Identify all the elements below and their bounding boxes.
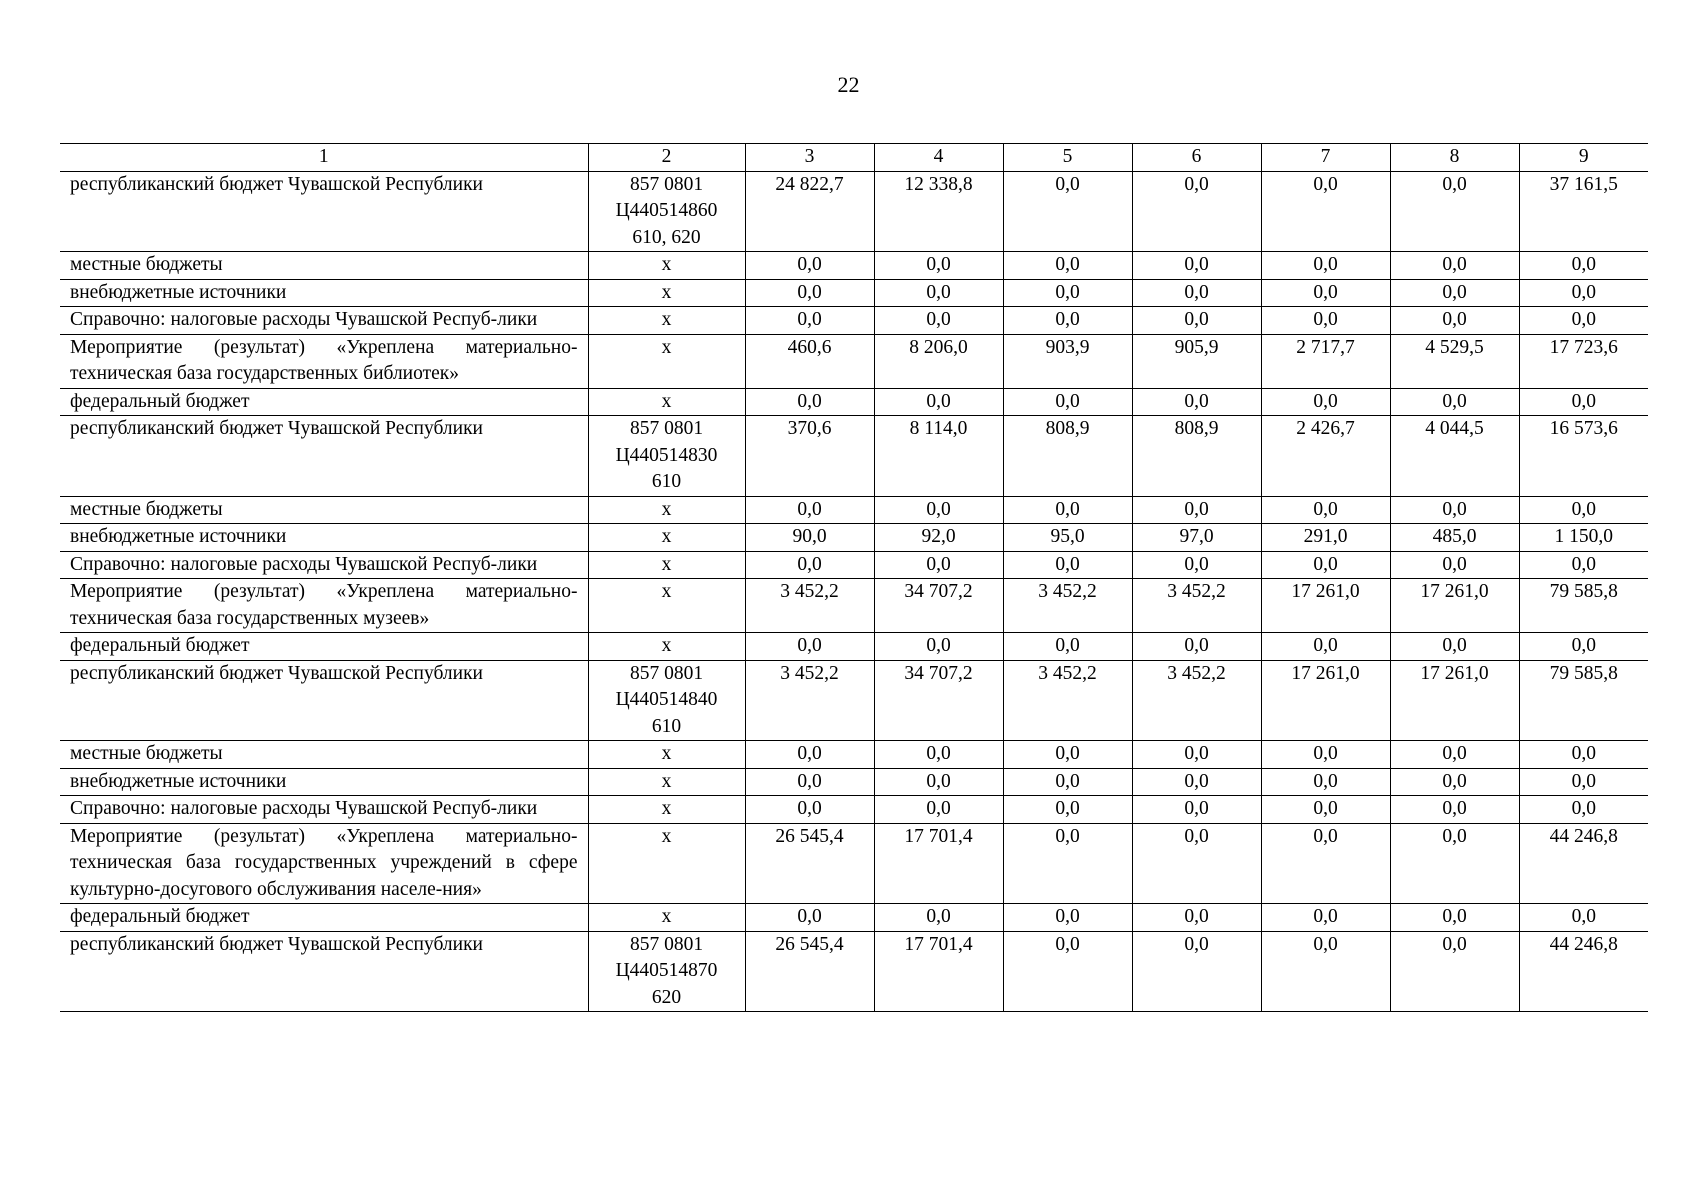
table-row bbox=[60, 768, 1648, 796]
value-cell-col-8: 0,0 bbox=[1390, 931, 1519, 1012]
value-cell-col-7: 0,0 bbox=[1261, 741, 1390, 769]
page-number: 22 bbox=[837, 72, 860, 97]
budget-code-line: Ц440514870 bbox=[615, 960, 718, 981]
value-cell-col-8: 0,0 bbox=[1390, 904, 1519, 932]
row-name-cell: федеральный бюджет bbox=[60, 904, 588, 932]
value-cell-col-5: 0,0 bbox=[1003, 823, 1132, 904]
row-name-cell: внебюджетные источники bbox=[60, 524, 588, 552]
value-cell-col-7: 0,0 bbox=[1261, 823, 1390, 904]
row-name-cell: внебюджетные источники bbox=[60, 768, 588, 796]
value-cell-col-9: 0,0 bbox=[1519, 796, 1648, 824]
table-row bbox=[60, 633, 1648, 661]
budget-code-cell bbox=[588, 633, 745, 661]
column-header: 8 bbox=[1390, 144, 1519, 172]
value-cell-col-4: 34 707,2 bbox=[874, 579, 1003, 633]
value-cell-col-3: 0,0 bbox=[745, 741, 874, 769]
table-row bbox=[60, 496, 1648, 524]
value-cell-col-8: 0,0 bbox=[1390, 551, 1519, 579]
value-cell-col-3: 0,0 bbox=[745, 633, 874, 661]
budget-code-cell bbox=[588, 768, 745, 796]
budget-code-line: 610, 620 bbox=[632, 226, 701, 248]
budget-code-line: х bbox=[661, 390, 672, 412]
value-cell-col-8: 0,0 bbox=[1390, 796, 1519, 824]
value-cell-col-3: 0,0 bbox=[745, 279, 874, 307]
value-cell-col-3: 0,0 bbox=[745, 496, 874, 524]
column-header: 2 bbox=[588, 144, 745, 172]
value-cell-col-7: 0,0 bbox=[1261, 931, 1390, 1012]
budget-code-line: х bbox=[661, 798, 672, 819]
value-cell-col-7: 0,0 bbox=[1261, 307, 1390, 335]
value-cell-col-9: 79 585,8 bbox=[1519, 660, 1648, 741]
value-cell-col-3: 0,0 bbox=[745, 388, 874, 416]
value-cell-col-4: 0,0 bbox=[874, 904, 1003, 932]
budget-code-line: х bbox=[661, 743, 672, 764]
header-row bbox=[60, 144, 1648, 172]
budget-code-cell bbox=[588, 252, 745, 280]
budget-code-line: Ц440514840 bbox=[615, 689, 718, 710]
value-cell-col-9: 0,0 bbox=[1519, 252, 1648, 280]
table-row bbox=[60, 252, 1648, 280]
value-cell-col-6: 0,0 bbox=[1132, 741, 1261, 769]
value-cell-col-7: 0,0 bbox=[1261, 633, 1390, 661]
table-row bbox=[60, 931, 1648, 1012]
value-cell-col-7: 0,0 bbox=[1261, 551, 1390, 579]
table-row bbox=[60, 524, 1648, 552]
value-cell-col-8: 0,0 bbox=[1390, 252, 1519, 280]
budget-code-cell bbox=[588, 388, 745, 416]
value-cell-col-6: 0,0 bbox=[1132, 768, 1261, 796]
value-cell-col-5: 0,0 bbox=[1003, 388, 1132, 416]
value-cell-col-7: 2 717,7 bbox=[1261, 334, 1390, 388]
value-cell-col-9: 37 161,5 bbox=[1519, 171, 1648, 252]
column-header: 3 bbox=[745, 144, 874, 172]
budget-code-line: 857 0801 bbox=[629, 418, 704, 439]
value-cell-col-3: 370,6 bbox=[745, 416, 874, 497]
row-name-cell: внебюджетные источники bbox=[60, 279, 588, 307]
value-cell-col-8: 0,0 bbox=[1390, 307, 1519, 335]
value-cell-col-6: 97,0 bbox=[1132, 524, 1261, 552]
value-cell-col-9: 0,0 bbox=[1519, 279, 1648, 307]
value-cell-col-7: 0,0 bbox=[1261, 904, 1390, 932]
budget-code-cell bbox=[588, 931, 745, 1012]
value-cell-col-5: 0,0 bbox=[1003, 307, 1132, 335]
row-name-cell: Справочно: налоговые расходы Чувашской Респуб-лики bbox=[60, 551, 588, 579]
budget-code-line: х bbox=[661, 309, 672, 330]
value-cell-col-9: 44 246,8 bbox=[1519, 931, 1648, 1012]
value-cell-col-3: 3 452,2 bbox=[745, 660, 874, 741]
budget-code-cell bbox=[588, 823, 745, 904]
value-cell-col-7: 0,0 bbox=[1261, 252, 1390, 280]
value-cell-col-5: 0,0 bbox=[1003, 931, 1132, 1012]
value-cell-col-7: 0,0 bbox=[1261, 388, 1390, 416]
value-cell-col-6: 0,0 bbox=[1132, 171, 1261, 252]
value-cell-col-5: 903,9 bbox=[1003, 334, 1132, 388]
budget-code-line: 857 0801 bbox=[629, 173, 704, 195]
row-name-cell: республиканский бюджет Чувашской Республики bbox=[60, 416, 588, 497]
value-cell-col-5: 0,0 bbox=[1003, 796, 1132, 824]
value-cell-col-6: 0,0 bbox=[1132, 252, 1261, 280]
value-cell-col-8: 0,0 bbox=[1390, 768, 1519, 796]
value-cell-col-4: 0,0 bbox=[874, 307, 1003, 335]
table-row bbox=[60, 416, 1648, 497]
value-cell-col-4: 17 701,4 bbox=[874, 823, 1003, 904]
budget-code-cell bbox=[588, 307, 745, 335]
value-cell-col-4: 8 114,0 bbox=[874, 416, 1003, 497]
value-cell-col-3: 90,0 bbox=[745, 524, 874, 552]
value-cell-col-3: 26 545,4 bbox=[745, 823, 874, 904]
column-header: 7 bbox=[1261, 144, 1390, 172]
value-cell-col-3: 24 822,7 bbox=[745, 171, 874, 252]
value-cell-col-4: 8 206,0 bbox=[874, 334, 1003, 388]
row-name-cell: федеральный бюджет bbox=[60, 388, 588, 416]
row-name-cell: Мероприятие (результат) «Укреплена материально-техническая база государственных музеев» bbox=[60, 579, 588, 633]
table-body bbox=[60, 171, 1648, 1012]
value-cell-col-8: 0,0 bbox=[1390, 633, 1519, 661]
row-name-cell: республиканский бюджет Чувашской Республики bbox=[60, 171, 588, 252]
budget-code-cell bbox=[588, 796, 745, 824]
value-cell-col-9: 0,0 bbox=[1519, 388, 1648, 416]
value-cell-col-8: 4 044,5 bbox=[1390, 416, 1519, 497]
value-cell-col-6: 0,0 bbox=[1132, 279, 1261, 307]
table-row bbox=[60, 279, 1648, 307]
value-cell-col-5: 0,0 bbox=[1003, 904, 1132, 932]
value-cell-col-7: 291,0 bbox=[1261, 524, 1390, 552]
budget-code-cell bbox=[588, 904, 745, 932]
value-cell-col-4: 0,0 bbox=[874, 633, 1003, 661]
value-cell-col-8: 0,0 bbox=[1390, 171, 1519, 252]
value-cell-col-9: 0,0 bbox=[1519, 307, 1648, 335]
value-cell-col-6: 3 452,2 bbox=[1132, 660, 1261, 741]
table-row bbox=[60, 307, 1648, 335]
value-cell-col-4: 0,0 bbox=[874, 252, 1003, 280]
budget-code-line: х bbox=[661, 254, 672, 275]
budget-code-cell bbox=[588, 524, 745, 552]
value-cell-col-4: 0,0 bbox=[874, 496, 1003, 524]
value-cell-col-8: 17 261,0 bbox=[1390, 579, 1519, 633]
value-cell-col-9: 0,0 bbox=[1519, 904, 1648, 932]
value-cell-col-6: 0,0 bbox=[1132, 796, 1261, 824]
row-name-cell: местные бюджеты bbox=[60, 252, 588, 280]
table-row bbox=[60, 660, 1648, 741]
budget-code-line: х bbox=[661, 526, 672, 547]
table-row bbox=[60, 823, 1648, 904]
value-cell-col-7: 17 261,0 bbox=[1261, 660, 1390, 741]
budget-code-line: х bbox=[661, 281, 672, 303]
value-cell-col-4: 0,0 bbox=[874, 768, 1003, 796]
table-row bbox=[60, 579, 1648, 633]
budget-table bbox=[60, 143, 1648, 1012]
value-cell-col-7: 0,0 bbox=[1261, 768, 1390, 796]
value-cell-col-7: 0,0 bbox=[1261, 496, 1390, 524]
value-cell-col-3: 0,0 bbox=[745, 307, 874, 335]
budget-code-line: 857 0801 bbox=[629, 662, 704, 684]
value-cell-col-8: 0,0 bbox=[1390, 388, 1519, 416]
column-header: 4 bbox=[874, 144, 1003, 172]
value-cell-col-3: 26 545,4 bbox=[745, 931, 874, 1012]
table-row bbox=[60, 171, 1648, 252]
value-cell-col-6: 0,0 bbox=[1132, 496, 1261, 524]
budget-code-line: х bbox=[661, 336, 672, 358]
value-cell-col-4: 0,0 bbox=[874, 796, 1003, 824]
value-cell-col-6: 0,0 bbox=[1132, 551, 1261, 579]
value-cell-col-9: 1 150,0 bbox=[1519, 524, 1648, 552]
value-cell-col-9: 17 723,6 bbox=[1519, 334, 1648, 388]
budget-code-cell bbox=[588, 171, 745, 252]
budget-code-line: Ц440514860 bbox=[615, 200, 718, 221]
value-cell-col-8: 485,0 bbox=[1390, 524, 1519, 552]
value-cell-col-5: 3 452,2 bbox=[1003, 660, 1132, 741]
value-cell-col-4: 92,0 bbox=[874, 524, 1003, 552]
value-cell-col-4: 0,0 bbox=[874, 551, 1003, 579]
value-cell-col-8: 0,0 bbox=[1390, 823, 1519, 904]
row-name-cell: Мероприятие (результат) «Укреплена материально-техническая база государственных библиотек» bbox=[60, 334, 588, 388]
value-cell-col-7: 0,0 bbox=[1261, 796, 1390, 824]
value-cell-col-5: 0,0 bbox=[1003, 496, 1132, 524]
value-cell-col-4: 34 707,2 bbox=[874, 660, 1003, 741]
budget-code-line: х bbox=[661, 906, 672, 927]
budget-code-line: 620 bbox=[651, 986, 682, 1008]
budget-code-line: х bbox=[661, 581, 672, 602]
value-cell-col-9: 0,0 bbox=[1519, 633, 1648, 661]
budget-code-line: х bbox=[661, 825, 672, 847]
value-cell-col-5: 0,0 bbox=[1003, 741, 1132, 769]
table-row bbox=[60, 334, 1648, 388]
value-cell-col-3: 0,0 bbox=[745, 768, 874, 796]
value-cell-col-6: 905,9 bbox=[1132, 334, 1261, 388]
value-cell-col-8: 0,0 bbox=[1390, 741, 1519, 769]
column-header: 1 bbox=[60, 144, 588, 172]
value-cell-col-9: 0,0 bbox=[1519, 741, 1648, 769]
budget-code-line: х bbox=[661, 770, 672, 792]
table-row bbox=[60, 741, 1648, 769]
budget-code-cell bbox=[588, 496, 745, 524]
value-cell-col-4: 0,0 bbox=[874, 741, 1003, 769]
value-cell-col-4: 12 338,8 bbox=[874, 171, 1003, 252]
column-header: 9 bbox=[1519, 144, 1648, 172]
table-row bbox=[60, 904, 1648, 932]
value-cell-col-5: 95,0 bbox=[1003, 524, 1132, 552]
value-cell-col-7: 0,0 bbox=[1261, 171, 1390, 252]
budget-code-cell bbox=[588, 551, 745, 579]
value-cell-col-3: 0,0 bbox=[745, 904, 874, 932]
budget-code-line: 610 bbox=[651, 715, 682, 737]
row-name-cell: федеральный бюджет bbox=[60, 633, 588, 661]
value-cell-col-6: 0,0 bbox=[1132, 823, 1261, 904]
budget-code-cell bbox=[588, 416, 745, 497]
value-cell-col-5: 0,0 bbox=[1003, 252, 1132, 280]
value-cell-col-5: 0,0 bbox=[1003, 551, 1132, 579]
value-cell-col-3: 460,6 bbox=[745, 334, 874, 388]
value-cell-col-3: 0,0 bbox=[745, 252, 874, 280]
value-cell-col-5: 0,0 bbox=[1003, 171, 1132, 252]
budget-code-cell bbox=[588, 334, 745, 388]
value-cell-col-3: 0,0 bbox=[745, 551, 874, 579]
value-cell-col-4: 0,0 bbox=[874, 279, 1003, 307]
budget-code-cell bbox=[588, 660, 745, 741]
row-name-cell: Мероприятие (результат) «Укреплена материально-техническая база государственных учреждений в сфере культурно-досугового обслуживания населе-ния» bbox=[60, 823, 588, 904]
value-cell-col-3: 3 452,2 bbox=[745, 579, 874, 633]
column-header: 6 bbox=[1132, 144, 1261, 172]
value-cell-col-6: 0,0 bbox=[1132, 388, 1261, 416]
value-cell-col-8: 0,0 bbox=[1390, 279, 1519, 307]
budget-code-line: 610 bbox=[651, 471, 682, 492]
value-cell-col-5: 808,9 bbox=[1003, 416, 1132, 497]
budget-code-line: х bbox=[661, 498, 672, 520]
row-name-cell: республиканский бюджет Чувашской Республики bbox=[60, 931, 588, 1012]
value-cell-col-8: 17 261,0 bbox=[1390, 660, 1519, 741]
budget-code-line: х bbox=[661, 553, 672, 575]
value-cell-col-4: 17 701,4 bbox=[874, 931, 1003, 1012]
budget-code-line: х bbox=[661, 635, 672, 656]
value-cell-col-8: 4 529,5 bbox=[1390, 334, 1519, 388]
value-cell-col-9: 16 573,6 bbox=[1519, 416, 1648, 497]
value-cell-col-9: 44 246,8 bbox=[1519, 823, 1648, 904]
value-cell-col-9: 0,0 bbox=[1519, 551, 1648, 579]
budget-code-cell bbox=[588, 579, 745, 633]
budget-code-cell bbox=[588, 741, 745, 769]
value-cell-col-6: 0,0 bbox=[1132, 904, 1261, 932]
table-row bbox=[60, 551, 1648, 579]
value-cell-col-5: 3 452,2 bbox=[1003, 579, 1132, 633]
value-cell-col-8: 0,0 bbox=[1390, 496, 1519, 524]
value-cell-col-5: 0,0 bbox=[1003, 279, 1132, 307]
value-cell-col-7: 17 261,0 bbox=[1261, 579, 1390, 633]
value-cell-col-6: 0,0 bbox=[1132, 931, 1261, 1012]
value-cell-col-4: 0,0 bbox=[874, 388, 1003, 416]
value-cell-col-9: 79 585,8 bbox=[1519, 579, 1648, 633]
value-cell-col-9: 0,0 bbox=[1519, 768, 1648, 796]
row-name-cell: Справочно: налоговые расходы Чувашской Респуб-лики bbox=[60, 307, 588, 335]
budget-code-line: Ц440514830 bbox=[615, 444, 718, 466]
value-cell-col-9: 0,0 bbox=[1519, 496, 1648, 524]
value-cell-col-7: 0,0 bbox=[1261, 279, 1390, 307]
value-cell-col-3: 0,0 bbox=[745, 796, 874, 824]
table-row bbox=[60, 796, 1648, 824]
value-cell-col-7: 2 426,7 bbox=[1261, 416, 1390, 497]
table-row bbox=[60, 388, 1648, 416]
row-name-cell: республиканский бюджет Чувашской Республики bbox=[60, 660, 588, 741]
value-cell-col-6: 0,0 bbox=[1132, 307, 1261, 335]
value-cell-col-6: 808,9 bbox=[1132, 416, 1261, 497]
column-header: 5 bbox=[1003, 144, 1132, 172]
row-name-cell: Справочно: налоговые расходы Чувашской Респуб-лики bbox=[60, 796, 588, 824]
budget-code-line: 857 0801 bbox=[629, 933, 704, 955]
value-cell-col-5: 0,0 bbox=[1003, 768, 1132, 796]
value-cell-col-6: 3 452,2 bbox=[1132, 579, 1261, 633]
budget-code-cell bbox=[588, 279, 745, 307]
value-cell-col-5: 0,0 bbox=[1003, 633, 1132, 661]
row-name-cell: местные бюджеты bbox=[60, 741, 588, 769]
row-name-cell: местные бюджеты bbox=[60, 496, 588, 524]
value-cell-col-6: 0,0 bbox=[1132, 633, 1261, 661]
